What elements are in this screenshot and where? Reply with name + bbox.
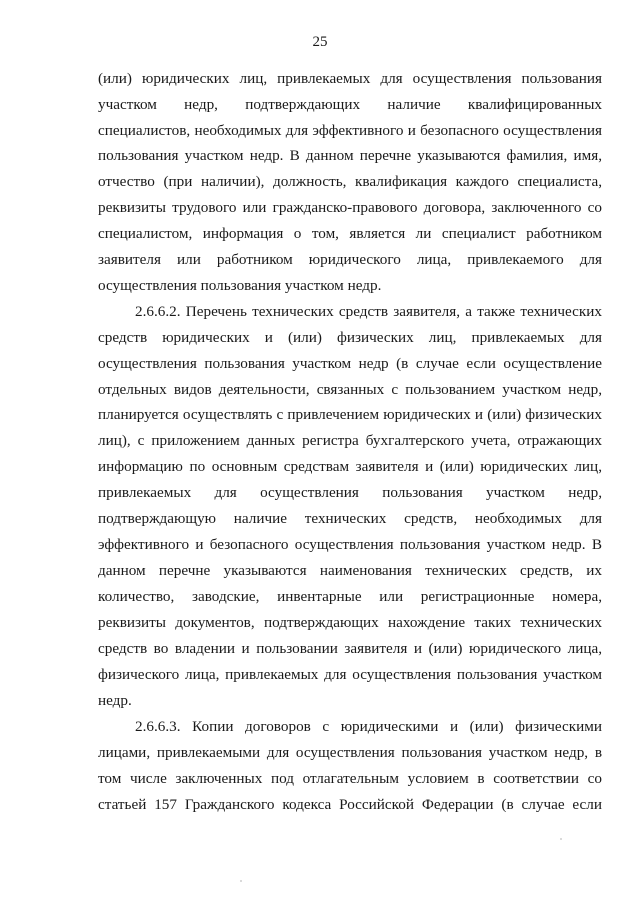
text-line: информацию по основным средствам заявителя и (или) юридических лиц, <box>98 458 602 475</box>
text-line: физического лица, привлекаемых для осуществления пользования участком <box>98 666 602 683</box>
text-line: (или) юридических лиц, привлекаемых для осуществления пользования <box>98 70 602 87</box>
text-line: реквизиты трудового или гражданско-правового договора, заключенного со <box>98 199 602 216</box>
text-line: участком недр, подтверждающих наличие квалифицированных <box>98 96 602 113</box>
text-line: планируется осуществлять с привлечением юридических и (или) физических <box>98 406 602 423</box>
text-line: осуществления пользования участком недр (в случае если осуществление <box>98 355 602 372</box>
text-line: подтверждающую наличие технических средств, необходимых для <box>98 510 602 527</box>
text-line: 2.6.6.3. Копии договоров с юридическими и (или) физическими <box>135 718 602 735</box>
text-line: лиц), с приложением данных регистра бухгалтерского учета, отражающих <box>98 432 602 449</box>
text-line: данном перечне указываются наименования технических средств, их <box>98 562 602 579</box>
scan-speck <box>560 838 562 840</box>
text-line: пользования участком недр. В данном перечне указываются фамилия, имя, <box>98 147 602 164</box>
text-line: средств юридических и (или) физических лиц, привлекаемых для <box>98 329 602 346</box>
text-line: статьей 157 Гражданского кодекса Российской Федерации (в случае если <box>98 796 602 813</box>
text-line: отдельных видов деятельности, связанных с пользованием участком недр, <box>98 381 602 398</box>
text-line: привлекаемых для осуществления пользования участком недр, <box>98 484 602 501</box>
text-line: специалистов, необходимых для эффективного и безопасного осуществления <box>98 122 602 139</box>
text-line: средств во владении и пользовании заявителя и (или) юридического лица, <box>98 640 602 657</box>
text-line: эффективного и безопасного осуществления пользования участком недр. В <box>98 536 602 553</box>
text-line: том числе заключенных под отлагательным условием в соответствии со <box>98 770 602 787</box>
text-line: заявителя или работником юридического лица, привлекаемого для <box>98 251 602 268</box>
page-number: 25 <box>312 34 328 50</box>
text-line: 2.6.6.2. Перечень технических средств заявителя, а также технических <box>135 303 602 320</box>
text-line: лицами, привлекаемыми для осуществления пользования участком недр, в <box>98 744 602 761</box>
scan-speck <box>240 880 242 882</box>
text-line: осуществления пользования участком недр. <box>98 277 382 294</box>
text-line: количество, заводские, инвентарные или регистрационные номера, <box>98 588 602 605</box>
text-line: реквизиты документов, подтверждающих нахождение таких технических <box>98 614 602 631</box>
text-line: специалистом, информация о том, является ли специалист работником <box>98 225 602 242</box>
text-line: недр. <box>98 692 132 709</box>
text-line: отчество (при наличии), должность, квалификация каждого специалиста, <box>98 173 602 190</box>
